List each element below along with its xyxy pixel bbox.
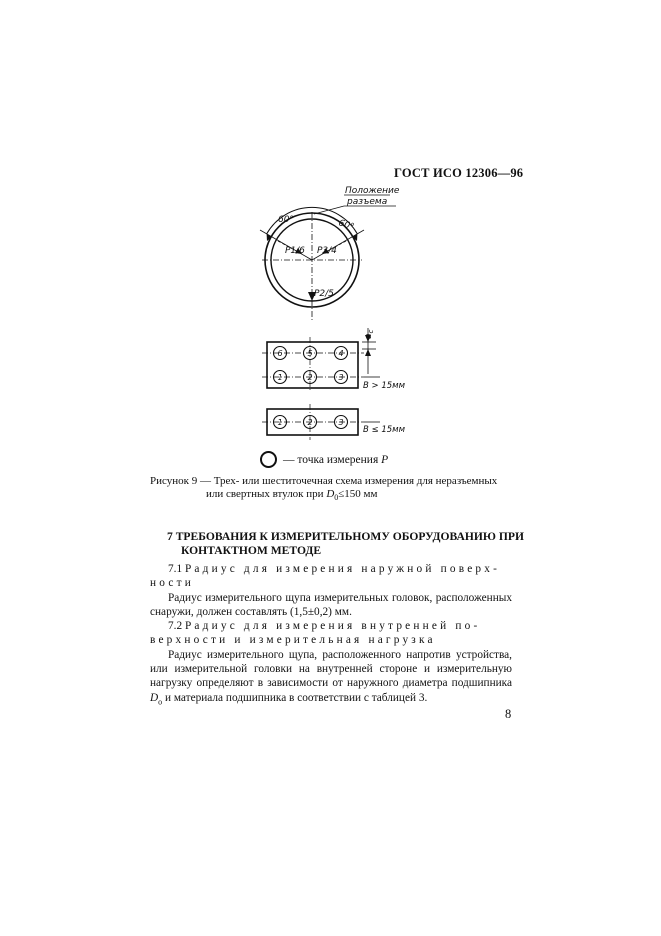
cond-big-label: B > 15мм	[363, 381, 405, 391]
marker-2-label: 2	[307, 373, 313, 382]
p34-label: P3/4	[317, 246, 337, 256]
marker-5-label: 5	[307, 349, 313, 358]
document-header: ГОСТ ИСО 12306—96	[394, 166, 524, 180]
page-number: 8	[505, 707, 512, 721]
marker-4-label: 4	[338, 349, 344, 358]
marker-3b-label: 3	[338, 418, 344, 427]
section-heading	[167, 530, 527, 558]
subsection-7-2-text: Радиус измерительного щупа, расположенного напротив устройства, или измерительной головки на внутренней стороне и измерительную нагрузку определяют в зависимости от наружного диаметра подшипника $D_o$ и материала подшипника в соответствии с таблицей 3.	[150, 648, 512, 706]
legend-symbol: P	[381, 454, 389, 466]
joint-label-1: Положение	[345, 186, 400, 196]
section-heading-line-2: КОНТАКТНОМ МЕТОДЕ	[181, 544, 322, 557]
caption-line-2: или свертных втулок при $D_0\le 150$ мм	[206, 488, 378, 503]
subsection-7-1-title: 7.1 Радиус для измерения наружной поверх-	[168, 563, 501, 575]
marker-3-label: 3	[338, 373, 344, 382]
joint-label-2: разъема	[347, 197, 388, 207]
subsection-7-2-title-cont: верхности и измерительная нагрузка	[150, 634, 436, 647]
marker-2b-label: 2	[307, 418, 313, 427]
subsection-7-1-title-cont: ности	[150, 577, 194, 590]
marker-6-label: 6	[277, 349, 283, 358]
figure-legend	[260, 451, 388, 468]
ac-label: $a_c$	[364, 329, 375, 339]
section-heading-line-1: 7 ТРЕБОВАНИЯ К ИЗМЕРИТЕЛЬНОМУ ОБОРУДОВАНИЮ ПРИ	[167, 530, 524, 543]
cond-small-label: B ≤ 15мм	[363, 425, 405, 435]
p25-label: P2/5	[314, 289, 334, 299]
subsection-7-2-title: 7.2 Радиус для измерения внутренней по-	[168, 620, 481, 633]
caption-line-1: Рисунок 9 — Трех- или шеститочечная схема измерения для неразъемных	[150, 475, 498, 487]
figure-caption	[150, 475, 522, 504]
angle-left-label: 60°	[278, 215, 294, 225]
measurement-point-symbol	[260, 451, 277, 468]
marker-1-label: 1	[277, 373, 283, 382]
p16-label: P1/6	[285, 246, 305, 256]
subsection-7-1-text: Радиус измерительного щупа измерительных головок, расположенных снаружи, должен составлять (1,5±0,2) мм.	[150, 591, 512, 618]
marker-1b-label: 1	[277, 418, 283, 427]
section-body	[150, 562, 512, 709]
legend-text: — точка измерения	[283, 454, 382, 466]
measurement-scheme-figure	[240, 182, 440, 482]
angle-right-label: 60°	[337, 218, 356, 233]
